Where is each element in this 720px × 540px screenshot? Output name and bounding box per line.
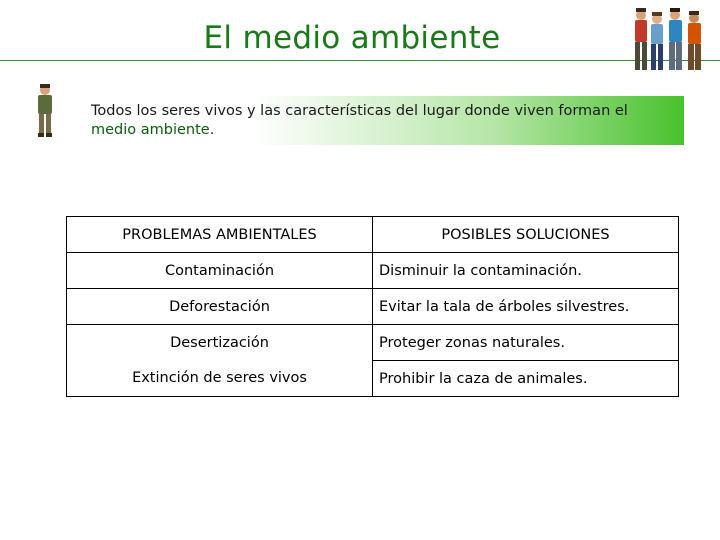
page-title: El medio ambiente	[203, 20, 501, 56]
header-problems: PROBLEMAS AMBIENTALES	[67, 217, 373, 253]
title-divider	[0, 60, 720, 61]
child-figure-2	[651, 12, 663, 70]
problem-cell: Deforestación	[67, 289, 373, 325]
solution-cell: Proteger zonas naturales.	[373, 325, 679, 361]
solution-cell: Evitar la tala de árboles silvestres.	[373, 289, 679, 325]
table-header-row	[67, 217, 679, 253]
intro-banner	[84, 96, 684, 145]
header-solutions: POSIBLES SOLUCIONES	[373, 217, 679, 253]
solution-cell: Prohibir la caza de animales.	[373, 361, 679, 397]
intro-text	[91, 102, 676, 140]
table-row	[67, 325, 679, 361]
problem-cell: Extinción de seres vivos	[67, 361, 373, 397]
problem-cell: Desertización	[67, 325, 373, 361]
child-figure-3	[669, 8, 682, 70]
table-row	[67, 289, 679, 325]
table-row	[67, 361, 679, 397]
group-of-children-illustration	[630, 6, 710, 76]
intro-text-main: Todos los seres vivos y las características del lugar donde viven forman el	[91, 103, 628, 119]
environment-table	[66, 216, 679, 397]
problem-cell: Contaminación	[67, 253, 373, 289]
table-row	[67, 253, 679, 289]
child-figure-4	[688, 11, 701, 70]
child-figure-1	[635, 8, 647, 70]
solution-cell: Disminuir la contaminación.	[373, 253, 679, 289]
child-illustration	[34, 84, 56, 138]
intro-highlight: medio ambiente	[91, 122, 210, 138]
intro-text-end: .	[209, 122, 215, 138]
